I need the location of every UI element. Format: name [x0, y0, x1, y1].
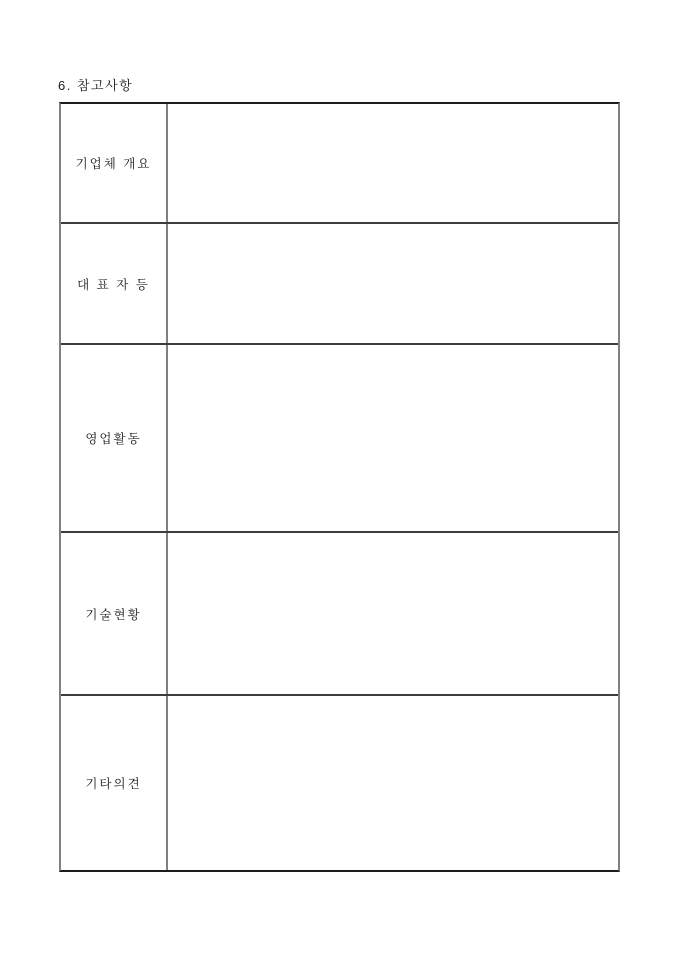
row-content-cell — [168, 224, 618, 343]
row-content-cell — [168, 533, 618, 694]
table-row — [61, 345, 618, 533]
row-content-cell — [168, 345, 618, 531]
table-row — [61, 533, 618, 696]
row-label-cell — [61, 224, 168, 343]
row-label: 대 표 자 등 — [77, 277, 150, 292]
reference-table — [59, 102, 620, 872]
row-content-cell — [168, 104, 618, 222]
table-row — [61, 696, 618, 870]
row-label: 기타의견 — [85, 777, 142, 791]
section-heading: 6. 참고사항 — [58, 78, 134, 93]
row-content-cell — [168, 696, 618, 870]
table-row — [61, 104, 618, 224]
row-label: 영업활동 — [85, 432, 142, 446]
row-label-cell — [61, 345, 168, 531]
table-row — [61, 224, 618, 345]
row-label-cell — [61, 104, 168, 222]
row-label: 기술현황 — [85, 607, 142, 622]
row-label-cell — [61, 696, 168, 870]
row-label: 기업체 개요 — [75, 157, 152, 171]
row-label-cell — [61, 533, 168, 694]
